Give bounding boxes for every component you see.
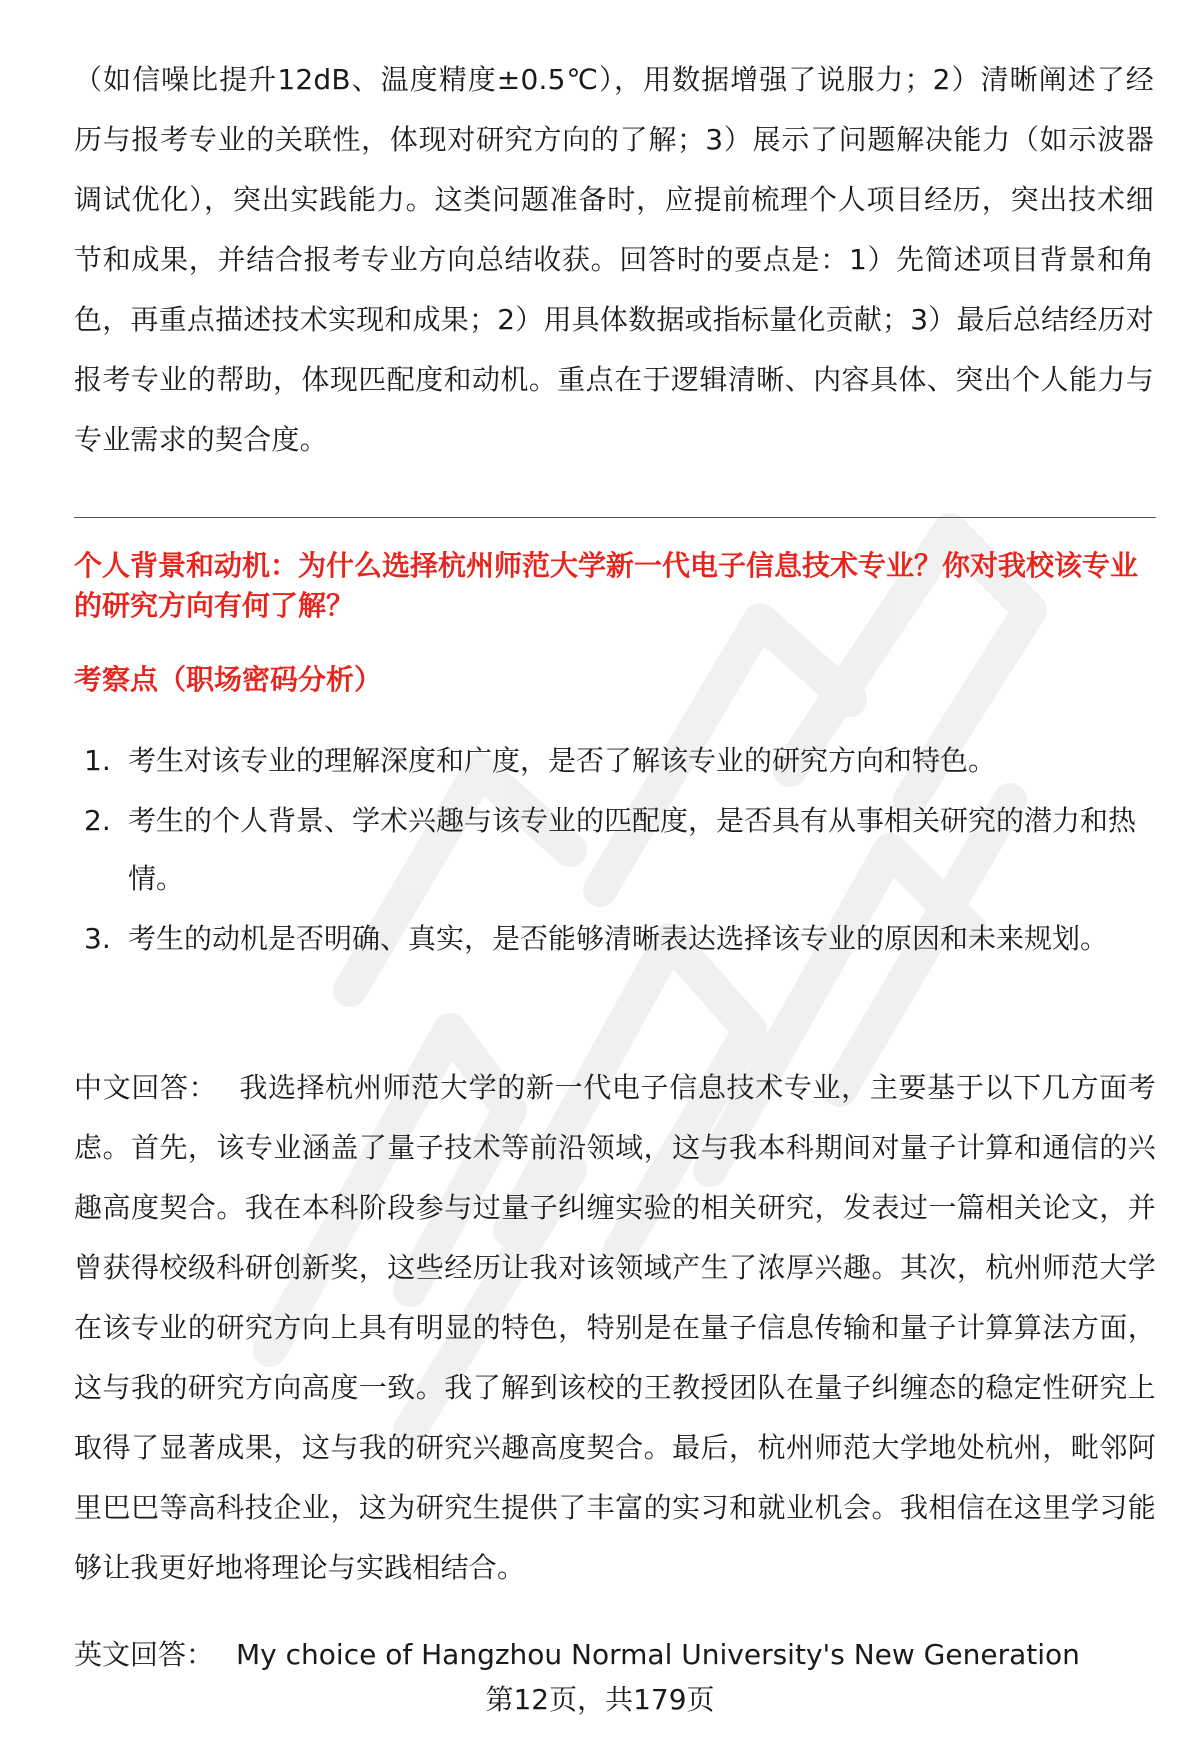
chinese-answer-text: 我选择杭州师范大学的新一代电子信息技术专业，主要基于以下几方面考虑。首先，该专业涵盖了量子技术等前沿领域，这与我本科期间对量子计算和通信的兴趣高度契合。我在本科阶段参与过量子纠缠实验的相关研究，发表过一篇相关论文，并曾获得校级科研创新奖，这些经历让我对该领域产生了浓厚兴趣。其次，杭州师范大学在该专业的研究方向上具有明显的特色，特别是在量子信息传输和量子计算算法方面，这与我的研究方向高度一致。我了解到该校的王教授团队在量子纠缠态的稳定性研究上取得了显著成果，这与我的研究兴趣高度契合。最后，杭州师范大学地处杭州，毗邻阿里巴巴等高科技企业，这为研究生提供了丰富的实习和就业机会。我相信在这里学习能够让我更好地将理论与实践相结合。 (74, 1071, 1156, 1584)
list-item-text: 考生对该专业的理解深度和广度，是否了解该专业的研究方向和特色。 (128, 744, 997, 777)
assessment-points-list (74, 732, 1154, 970)
top-section (74, 50, 1154, 470)
list-item-number: 3. (84, 922, 111, 955)
english-answer (74, 1625, 1156, 1685)
chinese-answer-paragraph (74, 1058, 1156, 1598)
chinese-answer (74, 1058, 1156, 1598)
english-answer-label: 英文回答： (74, 1638, 215, 1671)
top-paragraph: （如信噪比提升12dB、温度精度±0.5℃），用数据增强了说服力；2）清晰阐述了经历与报考专业的关联性，体现对研究方向的了解；3）展示了问题解决能力（如示波器调试优化），突出实践能力。这类问题准备时，应提前梳理个人项目经历，突出技术细节和成果，并结合报考专业方向总结收获。回答时的要点是：1）先简述项目背景和角色，再重点描述技术实现和成果；2）用具体数据或指标量化贡献；3）最后总结经历对报考专业的帮助，体现匹配度和动机。重点在于逻辑清晰、内容具体、突出个人能力与专业需求的契合度。 (74, 63, 1154, 456)
assessment-points-heading: 考察点（职场密码分析） (74, 663, 383, 696)
list-item (74, 792, 1154, 908)
question-heading: 个人背景和动机：为什么选择杭州师范大学新一代电子信息技术专业？你对我校该专业的研究方向有何了解？ (74, 549, 1139, 622)
list-item-number: 2. (84, 804, 111, 837)
page-number-footer: 第12页，共179页 (485, 1683, 715, 1716)
list-item-text: 考生的动机是否明确、真实，是否能够清晰表达选择该专业的原因和未来规划。 (128, 922, 1109, 955)
list-item (74, 732, 1154, 790)
list-item (74, 910, 1154, 968)
english-answer-text: My choice of Hangzhou Normal University's New Generation (236, 1638, 1080, 1671)
list-item-text: 考生的个人背景、学术兴趣与该专业的匹配度，是否具有从事相关研究的潜力和热情。 (128, 804, 1137, 895)
section-divider (74, 517, 1156, 518)
list-item-number: 1. (84, 744, 111, 777)
chinese-answer-label: 中文回答： (74, 1071, 218, 1104)
